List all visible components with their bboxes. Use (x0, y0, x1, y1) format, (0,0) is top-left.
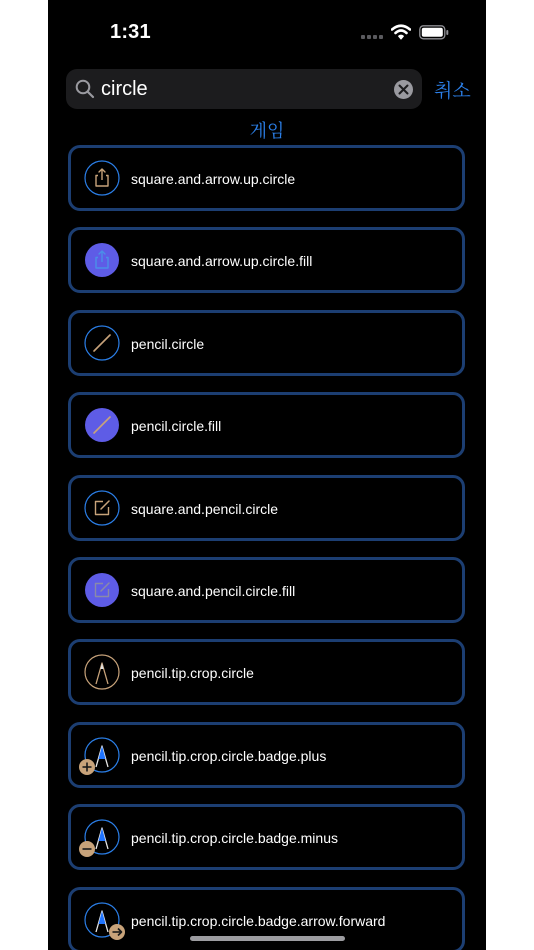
wifi-icon (391, 24, 411, 40)
list-item-label: square.and.pencil.circle.fill (131, 583, 296, 599)
square-and-arrow-up-circle-icon (84, 160, 120, 196)
pencil-circle-icon (84, 325, 120, 361)
square-and-pencil-circle-icon (84, 490, 120, 526)
list-item-label: pencil.circle (131, 336, 205, 352)
list-item[interactable] (68, 392, 465, 458)
list-item[interactable] (68, 310, 465, 376)
list-item-label: pencil.tip.crop.circle.badge.plus (131, 748, 327, 764)
status-time: 1:31 (110, 21, 151, 43)
list-item-label: square.and.pencil.circle (131, 501, 279, 517)
pencil-circle-fill-icon (84, 407, 120, 443)
battery-icon (419, 25, 449, 40)
list-item-label: pencil.tip.crop.circle.badge.minus (131, 830, 338, 846)
cellular-signal-icon (361, 35, 383, 40)
close-icon (398, 84, 409, 95)
list-item[interactable] (68, 227, 465, 293)
list-item-label: pencil.tip.crop.circle (131, 665, 254, 681)
list-item-label: pencil.circle.fill (131, 418, 222, 434)
list-item-label: square.and.arrow.up.circle.fill (131, 253, 313, 269)
list-item[interactable] (68, 722, 465, 788)
list-item[interactable] (68, 639, 465, 705)
search-icon (75, 79, 95, 99)
pencil-tip-crop-circle-badge-plus-icon (84, 737, 120, 773)
cancel-button[interactable]: 취소 (434, 76, 471, 103)
list-item-label: pencil.tip.crop.circle.badge.arrow.forward (131, 913, 386, 929)
pencil-tip-crop-circle-badge-arrow-forward-icon (84, 902, 120, 938)
pencil-tip-crop-circle-badge-minus-icon (84, 819, 120, 855)
search-input[interactable] (101, 75, 381, 103)
list-item[interactable] (68, 804, 465, 870)
home-indicator[interactable] (190, 936, 345, 941)
pencil-tip-crop-circle-icon (84, 654, 120, 690)
search-bar (66, 69, 422, 109)
list-item-label: square.and.arrow.up.circle (131, 171, 296, 187)
list-item[interactable] (68, 557, 465, 623)
square-and-pencil-circle-fill-icon (84, 572, 120, 608)
clear-search-button[interactable] (394, 80, 413, 99)
phone-screen (48, 0, 486, 950)
section-title: 게임 (249, 121, 285, 141)
status-bar (48, 0, 486, 60)
square-and-arrow-up-circle-fill-icon (84, 242, 120, 278)
list-item[interactable] (68, 475, 465, 541)
list-item[interactable] (68, 145, 465, 211)
